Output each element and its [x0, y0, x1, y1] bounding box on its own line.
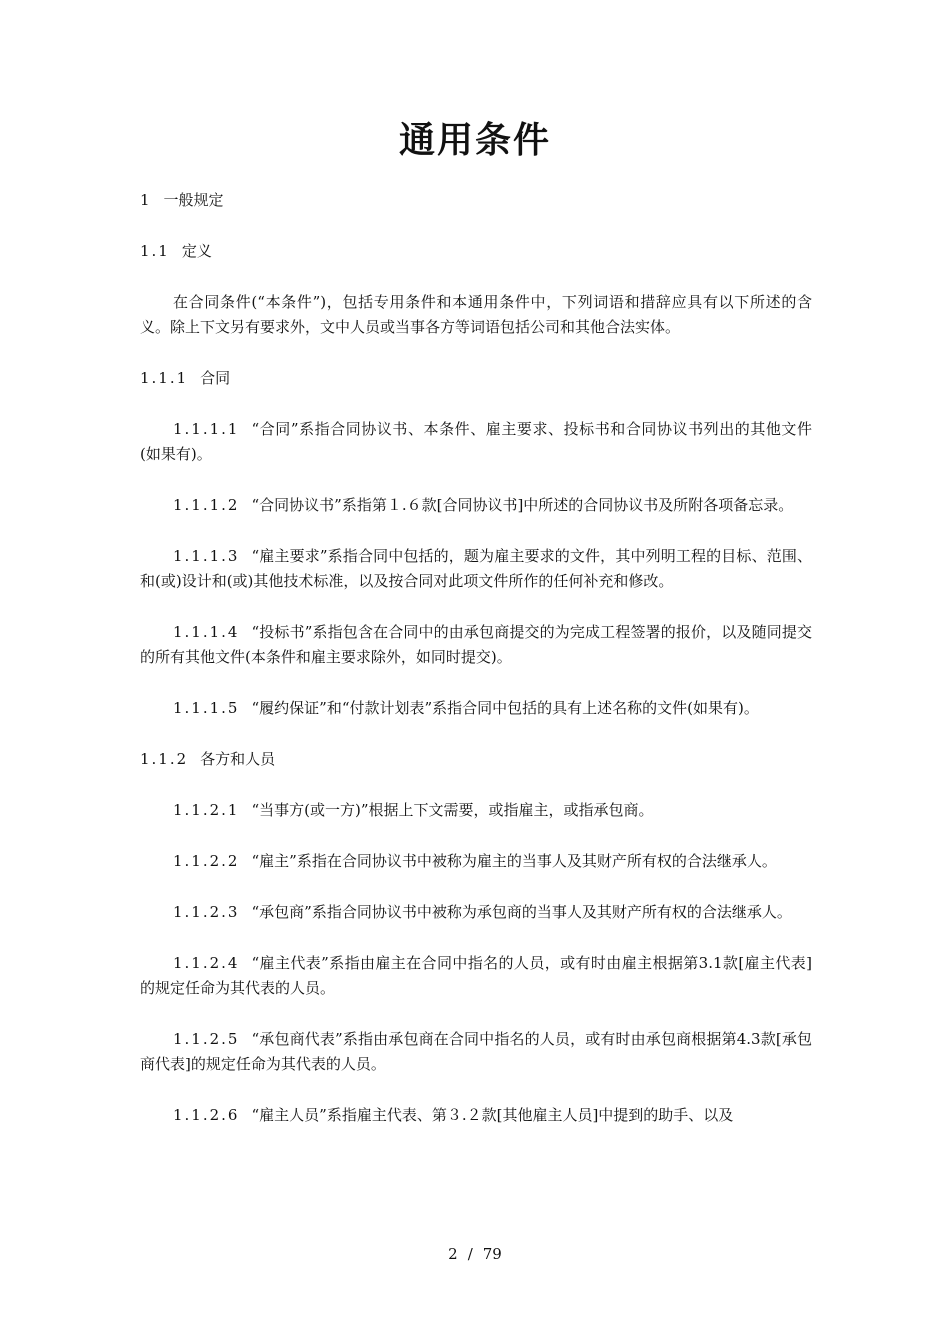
clause-number: 1.1.2.2	[173, 852, 240, 870]
section-title: 定义	[181, 242, 212, 260]
clause-paragraph	[140, 849, 812, 874]
clause-text: “承包商”系指合同协议书中被称为承包商的当事人及其财产所有权的合法继承人。	[251, 903, 792, 921]
page-number	[0, 1243, 950, 1265]
clause-text: “雇主要求”系指合同中包括的，题为雇主要求的文件，其中列明工程的目标、范围、和(或)设计和(或)其他技术标准，以及按合同对此项文件所作的任何补充和修改。	[140, 547, 812, 590]
section-heading	[140, 366, 812, 391]
section-number: 1	[140, 191, 152, 209]
section-number: 1.1.1	[140, 369, 189, 387]
clause-paragraph	[140, 900, 812, 925]
section-title: 各方和人员	[200, 750, 276, 768]
clause-text: 在合同条件(“本条件”)，包括专用条件和本通用条件中，下列词语和措辞应具有以下所述的含义。除上下文另有要求外，文中人员或当事各方等词语包括公司和其他合法实体。	[140, 293, 812, 336]
current-page-number: 2	[448, 1245, 458, 1263]
clause-number: 1.1.2.1	[173, 801, 240, 819]
clause-paragraph	[140, 798, 812, 823]
clause-text: “履约保证”和“付款计划表”系指合同中包括的具有上述名称的文件(如果有)。	[251, 699, 759, 717]
clause-number: 1.1.1.4	[173, 623, 240, 641]
document-body	[140, 188, 812, 1154]
clause-paragraph	[140, 620, 812, 670]
page-separator: /	[467, 1245, 473, 1263]
clause-text: “承包商代表”系指由承包商在合同中指名的人员，或有时由承包商根据第4.3款[承包商代表]的规定任命为其代表的人员。	[140, 1030, 812, 1073]
clause-text: “合同”系指合同协议书、本条件、雇主要求、投标书和合同协议书列出的其他文件(如果有)。	[140, 420, 812, 463]
clause-paragraph	[140, 290, 812, 340]
clause-text: “投标书”系指包含在合同中的由承包商提交的为完成工程签署的报价，以及随同提交的所有其他文件(本条件和雇主要求除外，如同时提交)。	[140, 623, 812, 666]
clause-text: “雇主”系指在合同协议书中被称为雇主的当事人及其财产所有权的合法继承人。	[251, 852, 777, 870]
clause-number: 1.1.1.2	[173, 496, 240, 514]
clause-paragraph	[140, 417, 812, 467]
clause-text: “当事方(或一方)”根据上下文需要，或指雇主，或指承包商。	[251, 801, 654, 819]
clause-paragraph	[140, 951, 812, 1001]
clause-number: 1.1.2.6	[173, 1106, 240, 1124]
total-page-count: 79	[482, 1245, 502, 1263]
section-title: 一般规定	[163, 191, 224, 209]
clause-paragraph	[140, 493, 812, 518]
clause-number: 1.1.2.4	[173, 954, 240, 972]
section-heading	[140, 239, 812, 264]
section-heading	[140, 747, 812, 772]
section-number: 1.1	[140, 242, 170, 260]
clause-number: 1.1.2.3	[173, 903, 240, 921]
clause-text: “雇主代表”系指由雇主在合同中指名的人员，或有时由雇主根据第3.1款[雇主代表]的规定任命为其代表的人员。	[140, 954, 812, 997]
clause-number: 1.1.1.1	[173, 420, 240, 438]
clause-number: 1.1.2.5	[173, 1030, 240, 1048]
page-title: 通用条件	[398, 120, 551, 161]
section-number: 1.1.2	[140, 750, 189, 768]
clause-paragraph	[140, 696, 812, 721]
clause-text: “合同协议书”系指第１.６款[合同协议书]中所述的合同协议书及所附各项备忘录。	[251, 496, 794, 514]
clause-text: “雇主人员”系指雇主代表、第３.２款[其他雇主人员]中提到的助手、以及	[251, 1106, 734, 1124]
section-title: 合同	[200, 369, 231, 387]
clause-number: 1.1.1.5	[173, 699, 240, 717]
section-heading	[140, 188, 812, 213]
clause-paragraph	[140, 1103, 812, 1128]
clause-paragraph	[140, 1027, 812, 1077]
clause-paragraph	[140, 544, 812, 594]
clause-number: 1.1.1.3	[173, 547, 240, 565]
